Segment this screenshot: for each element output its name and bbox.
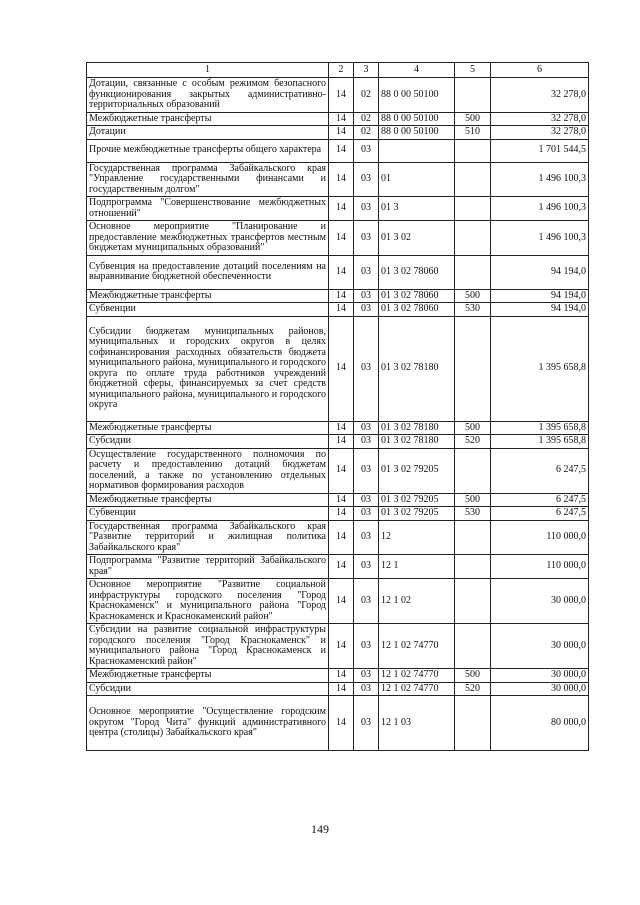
budget-table [86,62,589,751]
row-target-article-cell: 01 3 02 78180 [379,435,455,449]
row-amount-cell: 32 278,0 [491,126,589,140]
row-target-article-cell: 01 3 02 78060 [379,255,455,289]
table-row [87,669,589,683]
row-expense-type-cell: 500 [455,669,491,683]
row-target-article-cell: 01 3 02 78060 [379,303,455,317]
row-section-cell: 14 [329,289,354,303]
row-amount-cell: 110 000,0 [491,555,589,579]
row-subsection-cell: 03 [354,255,379,289]
table-row [87,493,589,507]
header-cell-2: 2 [329,63,354,78]
row-subsection-cell: 03 [354,493,379,507]
row-expense-type-cell [455,624,491,669]
row-expense-type-cell [455,696,491,751]
table-row [87,255,589,289]
row-name-cell: Субвенция на предоставление дотаций поселениям на выравнивание бюджетной обеспеченности [87,255,329,289]
row-name-cell: Государственная программа Забайкальского края "Управление государственными финансами и государственным долгом" [87,162,329,197]
row-expense-type-cell: 530 [455,507,491,521]
table-row [87,221,589,256]
row-section-cell: 14 [329,255,354,289]
row-name-cell: Субсидии бюджетам муниципальных районов, муниципальных и городских округов в целях софинансирования расходных обязательств бюджета муниципального района, муниципального и городского округа по оплате труда работников учреждений бюджетной сферы, финансируемых за счет средств муниципального района, муниципального и городского округа [87,316,329,421]
row-expense-type-cell [455,316,491,421]
row-section-cell: 14 [329,448,354,493]
header-cell-5: 5 [455,63,491,78]
row-section-cell: 14 [329,112,354,126]
row-amount-cell: 30 000,0 [491,624,589,669]
row-section-cell: 14 [329,520,354,555]
row-name-cell: Основное мероприятие "Развитие социальной инфраструктуры городского поселения "Город Краснокаменск" и муниципального района "Город Краснокаменск и Краснокаменский район" [87,579,329,624]
row-subsection-cell: 03 [354,303,379,317]
table-header-row [87,63,589,78]
row-subsection-cell: 03 [354,579,379,624]
row-name-cell: Подпрограмма "Совершенствование межбюджетных отношений" [87,197,329,221]
row-section-cell: 14 [329,624,354,669]
row-amount-cell: 94 194,0 [491,303,589,317]
row-subsection-cell: 03 [354,162,379,197]
row-amount-cell: 30 000,0 [491,682,589,696]
row-subsection-cell: 03 [354,435,379,449]
table-row [87,682,589,696]
row-name-cell: Дотации [87,126,329,140]
row-amount-cell: 1 496 100,3 [491,162,589,197]
row-amount-cell: 1 701 544,5 [491,139,589,162]
row-target-article-cell: 01 3 02 79205 [379,493,455,507]
row-expense-type-cell: 500 [455,493,491,507]
row-subsection-cell: 03 [354,696,379,751]
row-target-article-cell: 12 1 [379,555,455,579]
row-target-article-cell: 01 3 [379,197,455,221]
row-section-cell: 14 [329,493,354,507]
budget-table-body [87,63,589,751]
row-expense-type-cell [455,255,491,289]
table-row [87,78,589,113]
row-subsection-cell: 03 [354,197,379,221]
row-name-cell: Субсидии на развитие социальной инфраструктуры городского поселения "Город Краснокаменск" и муниципального района "Город Краснокаменск и Краснокаменский район" [87,624,329,669]
row-expense-type-cell [455,448,491,493]
row-name-cell: Прочие межбюджетные трансферты общего характера [87,139,329,162]
row-target-article-cell: 01 [379,162,455,197]
table-row [87,624,589,669]
row-section-cell: 14 [329,316,354,421]
row-name-cell: Межбюджетные трансферты [87,421,329,435]
row-amount-cell: 1 496 100,3 [491,221,589,256]
row-target-article-cell [379,139,455,162]
row-name-cell: Межбюджетные трансферты [87,112,329,126]
row-expense-type-cell [455,579,491,624]
row-subsection-cell: 03 [354,555,379,579]
row-expense-type-cell: 500 [455,112,491,126]
header-cell-1: 1 [87,63,329,78]
row-subsection-cell: 03 [354,448,379,493]
row-target-article-cell: 12 1 03 [379,696,455,751]
row-section-cell: 14 [329,579,354,624]
row-name-cell: Межбюджетные трансферты [87,493,329,507]
row-name-cell: Осуществление государственного полномочия по расчету и предоставлению дотаций бюджетам поселений, а также по установлению отдельных нормативов формирования расходов [87,448,329,493]
table-row [87,507,589,521]
row-target-article-cell: 12 1 02 74770 [379,669,455,683]
table-row [87,303,589,317]
row-subsection-cell: 03 [354,520,379,555]
row-expense-type-cell [455,520,491,555]
table-row [87,197,589,221]
table-row [87,579,589,624]
page-number: 149 [311,822,329,836]
row-expense-type-cell [455,78,491,113]
row-subsection-cell: 03 [354,221,379,256]
row-expense-type-cell: 520 [455,435,491,449]
row-name-cell: Межбюджетные трансферты [87,289,329,303]
row-expense-type-cell [455,162,491,197]
row-target-article-cell: 01 3 02 78180 [379,316,455,421]
row-amount-cell: 94 194,0 [491,255,589,289]
row-target-article-cell: 01 3 02 79205 [379,448,455,493]
row-amount-cell: 1 496 100,3 [491,197,589,221]
row-name-cell: Межбюджетные трансферты [87,669,329,683]
row-subsection-cell: 03 [354,316,379,421]
row-section-cell: 14 [329,435,354,449]
row-subsection-cell: 03 [354,421,379,435]
table-row [87,289,589,303]
row-section-cell: 14 [329,682,354,696]
row-name-cell: Подпрограмма "Развитие территорий Забайкальского края" [87,555,329,579]
row-target-article-cell: 12 1 02 74770 [379,682,455,696]
row-target-article-cell: 12 1 02 74770 [379,624,455,669]
row-section-cell: 14 [329,78,354,113]
row-amount-cell: 6 247,5 [491,507,589,521]
row-section-cell: 14 [329,221,354,256]
row-section-cell: 14 [329,696,354,751]
row-expense-type-cell: 500 [455,289,491,303]
row-subsection-cell: 03 [354,669,379,683]
row-expense-type-cell: 520 [455,682,491,696]
row-target-article-cell: 01 3 02 [379,221,455,256]
header-cell-6: 6 [491,63,589,78]
row-expense-type-cell [455,221,491,256]
row-subsection-cell: 02 [354,112,379,126]
row-amount-cell: 80 000,0 [491,696,589,751]
row-expense-type-cell [455,139,491,162]
row-amount-cell: 1 395 658,8 [491,435,589,449]
row-expense-type-cell: 530 [455,303,491,317]
table-row [87,435,589,449]
row-section-cell: 14 [329,197,354,221]
row-amount-cell: 94 194,0 [491,289,589,303]
table-row [87,448,589,493]
row-amount-cell: 32 278,0 [491,78,589,113]
row-subsection-cell: 02 [354,126,379,140]
row-amount-cell: 30 000,0 [491,579,589,624]
row-target-article-cell: 12 [379,520,455,555]
row-amount-cell: 6 247,5 [491,493,589,507]
row-name-cell: Основное мероприятие "Планирование и предоставление межбюджетных трансфертов местным бюджетам муниципальных образований" [87,221,329,256]
budget-sheet [86,62,588,751]
table-row [87,555,589,579]
row-expense-type-cell [455,197,491,221]
table-row [87,112,589,126]
row-subsection-cell: 03 [354,682,379,696]
row-section-cell: 14 [329,162,354,197]
header-cell-4: 4 [379,63,455,78]
row-target-article-cell: 01 3 02 79205 [379,507,455,521]
row-subsection-cell: 03 [354,289,379,303]
header-cell-3: 3 [354,63,379,78]
row-section-cell: 14 [329,303,354,317]
table-row [87,162,589,197]
row-amount-cell: 32 278,0 [491,112,589,126]
row-amount-cell: 110 000,0 [491,520,589,555]
row-subsection-cell: 02 [354,78,379,113]
row-section-cell: 14 [329,126,354,140]
row-target-article-cell: 88 0 00 50100 [379,112,455,126]
row-name-cell: Субсидии [87,435,329,449]
table-row [87,316,589,421]
table-row [87,696,589,751]
table-row [87,139,589,162]
row-expense-type-cell: 510 [455,126,491,140]
table-row [87,126,589,140]
row-amount-cell: 1 395 658,8 [491,316,589,421]
table-row [87,421,589,435]
row-target-article-cell: 01 3 02 78060 [379,289,455,303]
row-section-cell: 14 [329,139,354,162]
row-target-article-cell: 12 1 02 [379,579,455,624]
row-name-cell: Основное мероприятие "Осуществление городским округом "Город Чита" функций административного центра (столицы) Забайкальского края" [87,696,329,751]
row-subsection-cell: 03 [354,139,379,162]
row-target-article-cell: 01 3 02 78180 [379,421,455,435]
row-section-cell: 14 [329,421,354,435]
row-name-cell: Субсидии [87,682,329,696]
row-name-cell: Государственная программа Забайкальского края "Развитие территорий и жилищная политика Забайкальского края" [87,520,329,555]
row-amount-cell: 1 395 658,8 [491,421,589,435]
row-section-cell: 14 [329,507,354,521]
row-amount-cell: 30 000,0 [491,669,589,683]
row-expense-type-cell: 500 [455,421,491,435]
row-name-cell: Дотации, связанные с особым режимом безопасного функционирования закрытых административно-территориальных образований [87,78,329,113]
row-section-cell: 14 [329,555,354,579]
row-target-article-cell: 88 0 00 50100 [379,126,455,140]
row-section-cell: 14 [329,669,354,683]
row-target-article-cell: 88 0 00 50100 [379,78,455,113]
row-subsection-cell: 03 [354,624,379,669]
row-subsection-cell: 03 [354,507,379,521]
row-name-cell: Субвенции [87,507,329,521]
row-amount-cell: 6 247,5 [491,448,589,493]
table-row [87,520,589,555]
row-expense-type-cell [455,555,491,579]
row-name-cell: Субвенции [87,303,329,317]
